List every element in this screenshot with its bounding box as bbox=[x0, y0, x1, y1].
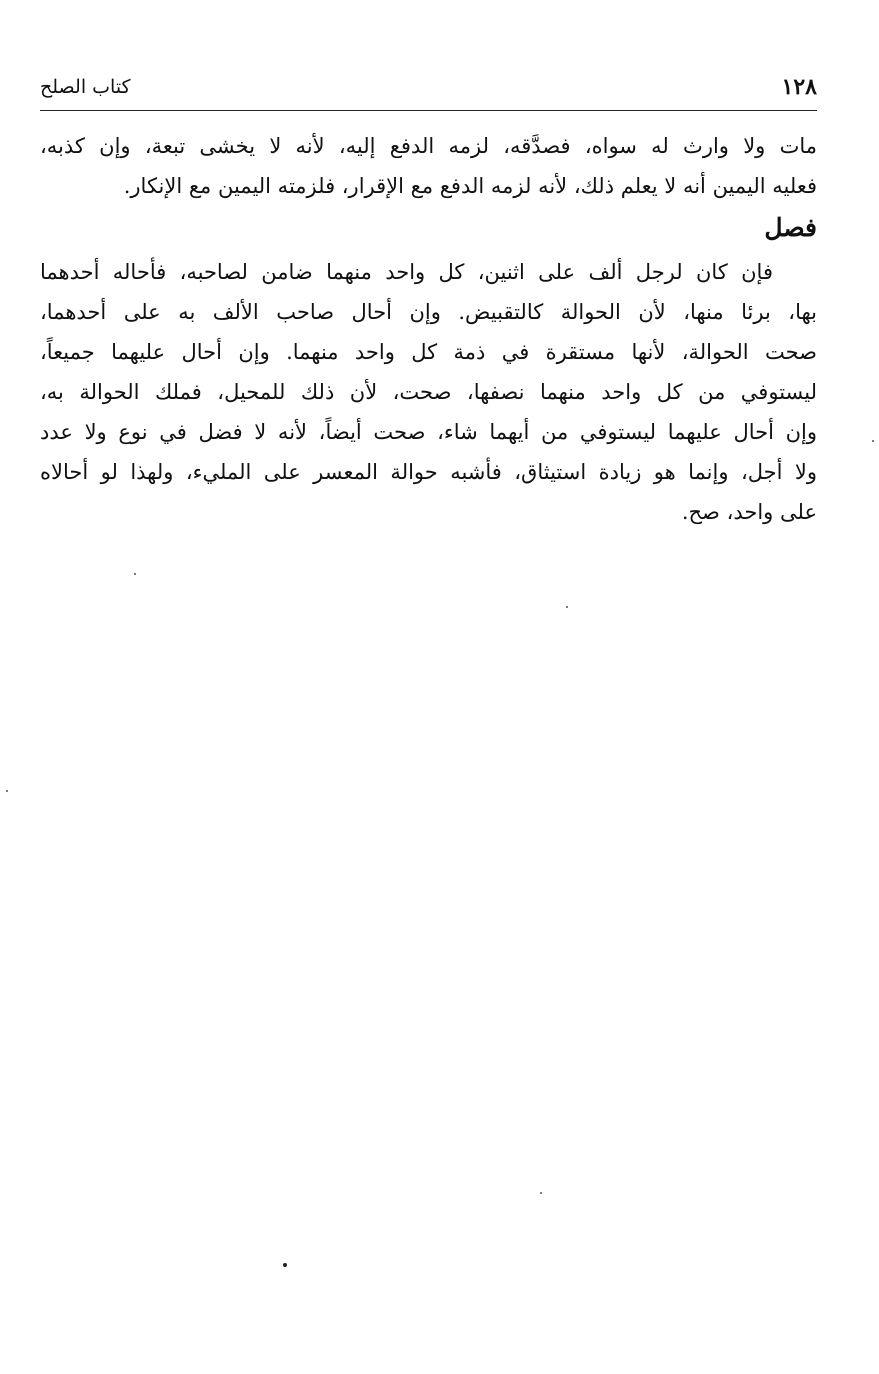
running-title: كتاب الصلح bbox=[40, 76, 131, 98]
header-rule bbox=[40, 110, 817, 111]
text-line: مات ولا وارث له سواه، فصدَّقه، لزمه الدفع إليه، لأنه لا يخشى تبعة، وإن كذبه، bbox=[40, 134, 817, 158]
scan-speck bbox=[6, 790, 8, 792]
text-line: بها، برئا منها، لأن الحوالة كالتقبيض. وإن أحال صاحب الألف به على أحدهما، bbox=[40, 300, 817, 324]
scan-speck bbox=[872, 440, 874, 442]
text-line: وإن أحال عليهما ليستوفي من أيهما شاء، صحت أيضاً، لأنه لا فضل في نوع ولا عدد bbox=[40, 420, 817, 444]
text-line: ليستوفي من كل واحد منهما نصفها، صحت، لأن ذلك للمحيل، فملك الحوالة به، bbox=[40, 380, 817, 404]
text-line: على واحد، صح. bbox=[681, 500, 817, 524]
page-number: ١٢٨ bbox=[781, 74, 817, 100]
page-header bbox=[40, 70, 817, 106]
scan-speck bbox=[540, 1192, 542, 1194]
text-line: فعليه اليمين أنه لا يعلم ذلك، لأنه لزمه الدفع مع الإقرار، فلزمته اليمين مع الإنكار. bbox=[123, 174, 817, 198]
text-line: ولا أجل، وإنما هو زيادة استيثاق، فأشبه حوالة المعسر على المليء، ولهذا لو أحالاه bbox=[40, 460, 817, 484]
body-text bbox=[40, 126, 817, 532]
scan-speck bbox=[566, 606, 568, 608]
scan-speck bbox=[134, 573, 136, 575]
section-heading: فصل bbox=[764, 213, 817, 242]
text-line: صحت الحوالة، لأنها مستقرة في ذمة كل واحد منهما. وإن أحال عليهما جميعاً، bbox=[40, 340, 817, 364]
text-line: فإن كان لرجل ألف على اثنين، كل واحد منهما ضامن لصاحبه، فأحاله أحدهما bbox=[40, 260, 773, 284]
scan-speck bbox=[283, 1263, 287, 1267]
